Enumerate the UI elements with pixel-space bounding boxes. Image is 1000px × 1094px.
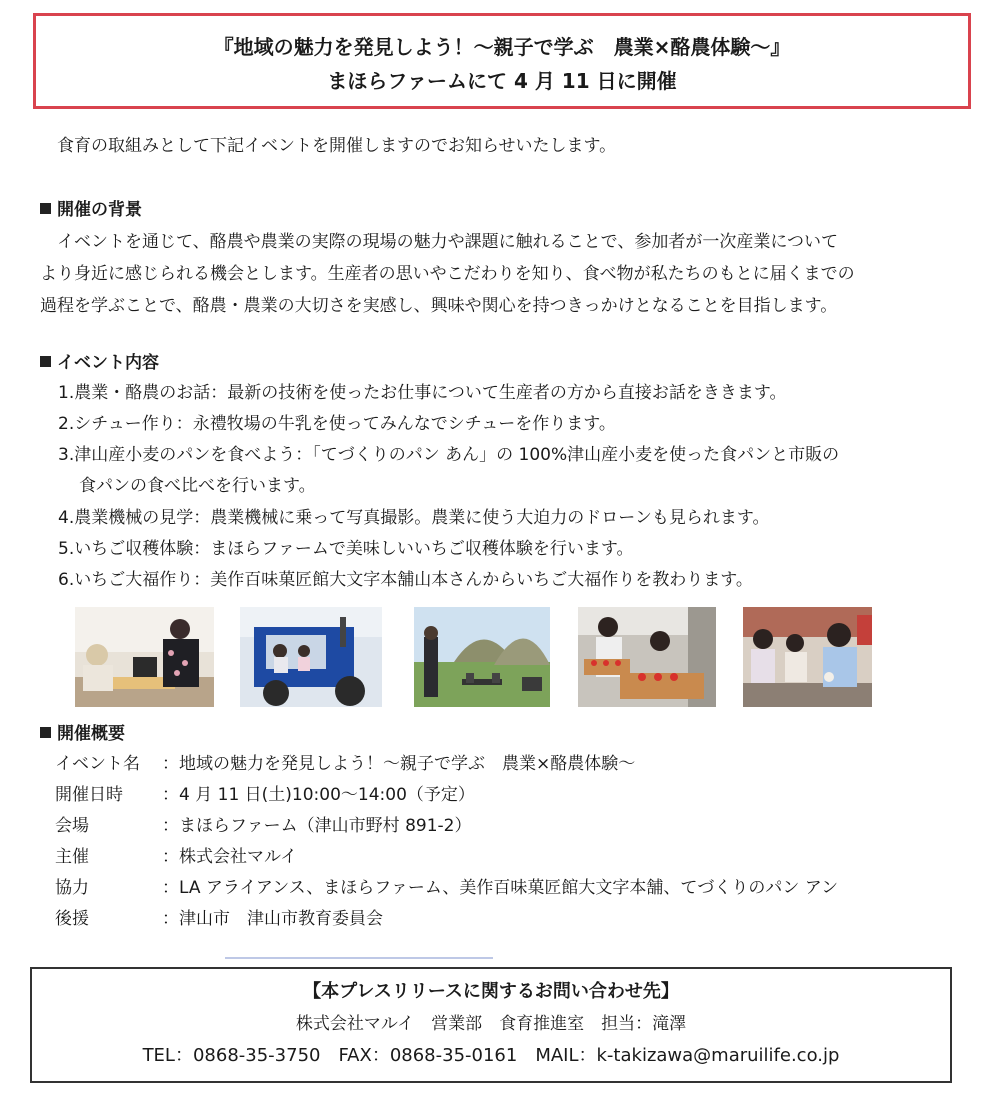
list-item: 6.いちご大福作り：美作百味菓匠館大文字本舗山本さんからいちご大福作りを教わります。: [58, 570, 753, 590]
overview-label-datetime: 開催日時: [55, 785, 123, 805]
content-heading-label: イベント内容: [57, 353, 159, 373]
background-line: 過程を学ぶことで、酪農・農業の大切さを実感し、興味や関心を持つきっかけとなることを目指します。: [40, 296, 838, 316]
photo-stew-cooking: [75, 607, 214, 707]
overview-value-venue: ：まほらファーム（津山市野村 891-2）: [162, 816, 472, 836]
square-bullet-icon: [40, 727, 51, 738]
overview-value-support: ：津山市 津山市教育委員会: [162, 909, 383, 929]
list-item: 2.シチュー作り：永禮牧場の牛乳を使ってみんなでシチューを作ります。: [58, 414, 616, 434]
background-heading: [40, 198, 142, 222]
square-bullet-icon: [40, 356, 51, 367]
overview-value-cooperation: ：LA アライアンス、まほらファーム、美作百味菓匠館大文字本舗、てづくりのパン アン: [162, 878, 839, 898]
background-heading-label: 開催の背景: [57, 200, 142, 220]
overview-value-datetime: ：4 月 11 日(土)10:00～14:00（予定）: [162, 785, 475, 805]
contact-person: 株式会社マルイ 営業部 食育推進室 担当：滝澤: [295, 1014, 687, 1034]
event-title: 『地域の魅力を発見しよう！～親子で学ぶ 農業×酪農体験～』: [213, 35, 791, 59]
contact-heading: 【本プレスリリースに関するお問い合わせ先】: [303, 981, 679, 1002]
contact-details: TEL：0868-35-3750 FAX：0868-35-0161 MAIL：k-takizawa@maruilife.co.jp: [142, 1045, 840, 1066]
overview-label-support: 後援: [55, 909, 89, 929]
contact-box: [30, 967, 952, 1083]
overview-heading-label: 開催概要: [57, 724, 125, 744]
background-line: イベントを通じて、酪農や農業の実際の現場の魅力や課題に触れることで、参加者が一次産業について: [57, 232, 838, 252]
list-item: 4.農業機械の見学：農業機械に乗って写真撮影。農業に使う大迫力のドローンも見られます。: [58, 508, 770, 528]
title-box: [33, 13, 971, 109]
list-item: 1.農業・酪農のお話：最新の技術を使ったお仕事について生産者の方から直接お話をききます。: [58, 383, 787, 403]
photo-strawberry-daifuku: [743, 607, 872, 707]
photo-tractor: [240, 607, 382, 707]
overview-value-organizer: ：株式会社マルイ: [162, 847, 298, 867]
overview-label-event-name: イベント名: [55, 754, 140, 774]
background-line: より身近に感じられる機会とします。生産者の思いやこだわりを知り、食べ物が私たちのもとに届くまでの: [40, 264, 855, 284]
list-item: 3.津山産小麦のパンを食べよう：「てづくりのパン あん」の 100%津山産小麦を使った食パンと市販の: [58, 445, 840, 465]
overview-label-organizer: 主催: [55, 847, 89, 867]
square-bullet-icon: [40, 203, 51, 214]
list-item-continuation: 食パンの食べ比べを行います。: [79, 476, 316, 496]
scan-artifact-line: [225, 957, 493, 959]
overview-value-event-name: ：地域の魅力を発見しよう！～親子で学ぶ 農業×酪農体験～: [162, 754, 636, 774]
intro-text: 食育の取組みとして下記イベントを開催しますのでお知らせいたします。: [57, 136, 617, 156]
overview-label-cooperation: 協力: [55, 878, 89, 898]
list-item: 5.いちご収穫体験：まほらファームで美味しいいちご収穫体験を行います。: [58, 539, 634, 559]
content-heading: [40, 351, 159, 375]
photo-drone-field: [414, 607, 550, 707]
event-subtitle: まほらファームにて 4 月 11 日に開催: [327, 69, 677, 93]
photo-strawberry-harvest: [578, 607, 716, 707]
overview-label-venue: 会場: [55, 816, 89, 836]
overview-heading: [40, 722, 125, 746]
